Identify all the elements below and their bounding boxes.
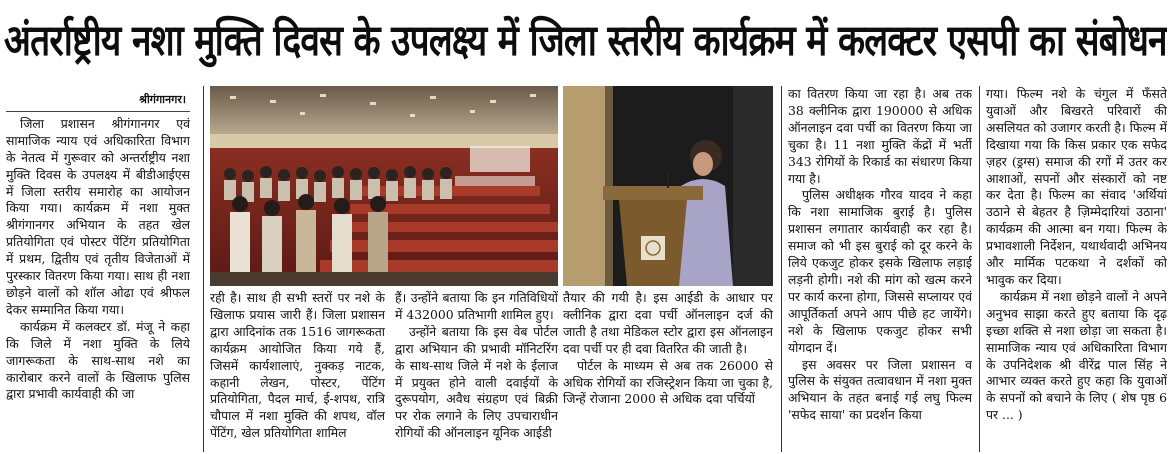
paragraph: हैं। उन्होंने बताया कि इन गतिविधियों में 432000 प्रतिभागी शामिल हुए। bbox=[395, 290, 558, 322]
paragraph: पोर्टल के माध्यम से अब तक 26000 से अधिक रोगियों का रजिस्ट्रेशन किया जा चुका है, जिन्हें रोजाना 2000 से अधिक दवा पर्चियों bbox=[563, 357, 773, 407]
column-divider bbox=[781, 86, 782, 452]
paragraph: कार्यक्रम में कलक्टर डॉ. मंजू ने कहा कि जिले में नशा मुक्ति के लिये जागरूकता के साथ-साथ नशे का कारोबार करने वालों के खिलाफ पुलिस द्वारा प्रभावी कार्यवाही की जा bbox=[6, 318, 190, 402]
article-column-5 bbox=[788, 86, 972, 452]
paragraph: का वितरण किया जा रहा है। अब तक 38 क्लीनिक द्वारा 190000 से अधिक ऑनलाइन दवा पर्ची का वितरण किया जा चुका है। 11 नशा मुक्ति केंद्रों में भर्ती 343 रोगियों के रिकार्ड का संधारण किया गया है। bbox=[788, 86, 972, 186]
paragraph: जिला प्रशासन श्रीगंगानगर एवं सामाजिक न्याय एवं अधिकारिता विभाग के नेतत्व में गुरूवार को अन्तर्राष्ट्रीय नशा मुक्ति दिवस के उपलक्ष्य में बीडीआईएस में जिला स्तरीय समारोह का आयोजन किया गया। कार्यक्रम में नशा मुक्त श्रीगंगानगर अभियान के तहत खेल प्रतियोगिता एवं पोस्टर पेंटिंग प्रतियोगिता में प्रथम, द्वितीय एवं तृतीय विजेताओं में पुरस्कार वितरण किया गया। साथ ही नशा छोड़ने वालों को शॉल ओढा एवं श्रीफल देकर सम्मानित किया गया। bbox=[6, 115, 190, 317]
dateline: श्रीगंगानगर। bbox=[6, 92, 190, 112]
paragraph: इस अवसर पर जिला प्रशासन व पुलिस के संयुक्त तत्वावधान में नशा मुक्त अभियान के तहत बनाई गई लघु फिल्म 'सफेद साया' का प्रदर्शन किया bbox=[788, 356, 972, 423]
article-column-2 bbox=[210, 290, 385, 452]
article-column-4 bbox=[563, 290, 773, 452]
column-divider bbox=[979, 86, 980, 452]
article-column-3 bbox=[395, 290, 558, 452]
article-column-1 bbox=[6, 92, 190, 452]
column-divider bbox=[203, 86, 204, 452]
paragraph: तैयार की गयी है। इस आईडी के आधार पर क्लीनिक द्वारा दवा पर्ची ऑनलाइन दर्ज की जाती है तथा मेडिकल स्टोर द्वारा इस ऑनलाइन दवा पर्ची पर ही दवा वितरित की जाती है। bbox=[563, 290, 773, 356]
headline: अंतर्राष्ट्रीय नशा मुक्ति दिवस के उपलक्ष्य में जिला स्तरीय कार्यक्रम में कलक्टर एसपी का संबोधन bbox=[4, 16, 1167, 66]
audience-photo bbox=[210, 86, 558, 286]
article-column-6 bbox=[986, 86, 1167, 452]
paragraph: रही है। साथ ही सभी स्तरों पर नशे के खिलाफ प्रयास जारी हैं। जिला प्रशासन द्वारा आदिनांक तक 1516 जागरूकता कार्यक्रम आयोजित किया गये हैं, जिसमें कार्यशालाएं, नुक्कड़ नाटक, कहानी लेखन, पोस्टर, पेंटिंग प्रतियोगिता, पैदल मार्च, ई-शपथ, रात्रि चौपाल में नशा मुक्ति की शपथ, वॉल पेंटिंग, खेल प्रतियोगिता शामिल bbox=[210, 290, 385, 441]
paragraph: पुलिस अधीक्षक गौरव यादव ने कहा कि नशा सामाजिक बुराई है। पुलिस प्रशासन लगातार कार्यवाही कर रहा है। समाज को भी इस बुराई को दूर करने के लिये एकजुट होकर इसके खिलाफ लड़ाई लड़नी होगी। नशे की मांग को खत्म करने पर कार्य करना होगा, जिससे सप्लायर एवं आपूर्तिकर्ता अपने आप पीछे हट जायेंगे। नशे के खिलाफ एकजुट होकर सभी योगदान दें। bbox=[788, 187, 972, 355]
paragraph: उन्होंने बताया कि इस वेब पोर्टल द्वारा अभियान की प्रभावी मॉनिटरिंग के साथ-साथ जिले में नशे के ईलाज में प्रयुक्त होने वाली दवाईयों के दुरूपयोग, अवैध संग्रहण एवं बिक्री पर रोक लगाने के लिए उपचाराधीन रोगियों की ऑनलाइन यूनिक आईडी bbox=[395, 323, 558, 441]
speaker-photo bbox=[563, 86, 773, 286]
paragraph: कार्यक्रम में नशा छोड़ने वालों ने अपने अनुभव साझा करते हुए बताया कि दृढ़ इच्छा शक्ति से नशा छोड़ा जा सकता है। सामाजिक न्याय एवं अधिकारिता विभाग के उपनिदेशक श्री वीरेंद्र पाल सिंह ने आभार व्यक्त करते हुए कहा कि युवाओं के सपनों को बचाने के लिए ( शेष पृष्ठ 6 पर ... ) bbox=[986, 288, 1167, 423]
paragraph: गया। फिल्म नशे के चंगुल में फँसते युवाओं और बिखरते परिवारों की असलियत को उजागर करती है। फिल्म में दिखाया गया कि किस प्रकार एक सफेद ज़हर (ड्रग्स) समाज की रगों में उतर कर आशाओं, सपनों और संस्कारों को नष्ट कर देता है। फिल्म का संवाद 'अर्थियां उठाने से बेहतर है ज़िम्मेदारियां उठाना' कार्यक्रम की आत्मा बन गया। फिल्म के प्रभावशाली निर्देशन, यथार्थवादी अभिनय और मार्मिक पटकथा ने दर्शकों को भावुक कर दिया। bbox=[986, 86, 1167, 287]
